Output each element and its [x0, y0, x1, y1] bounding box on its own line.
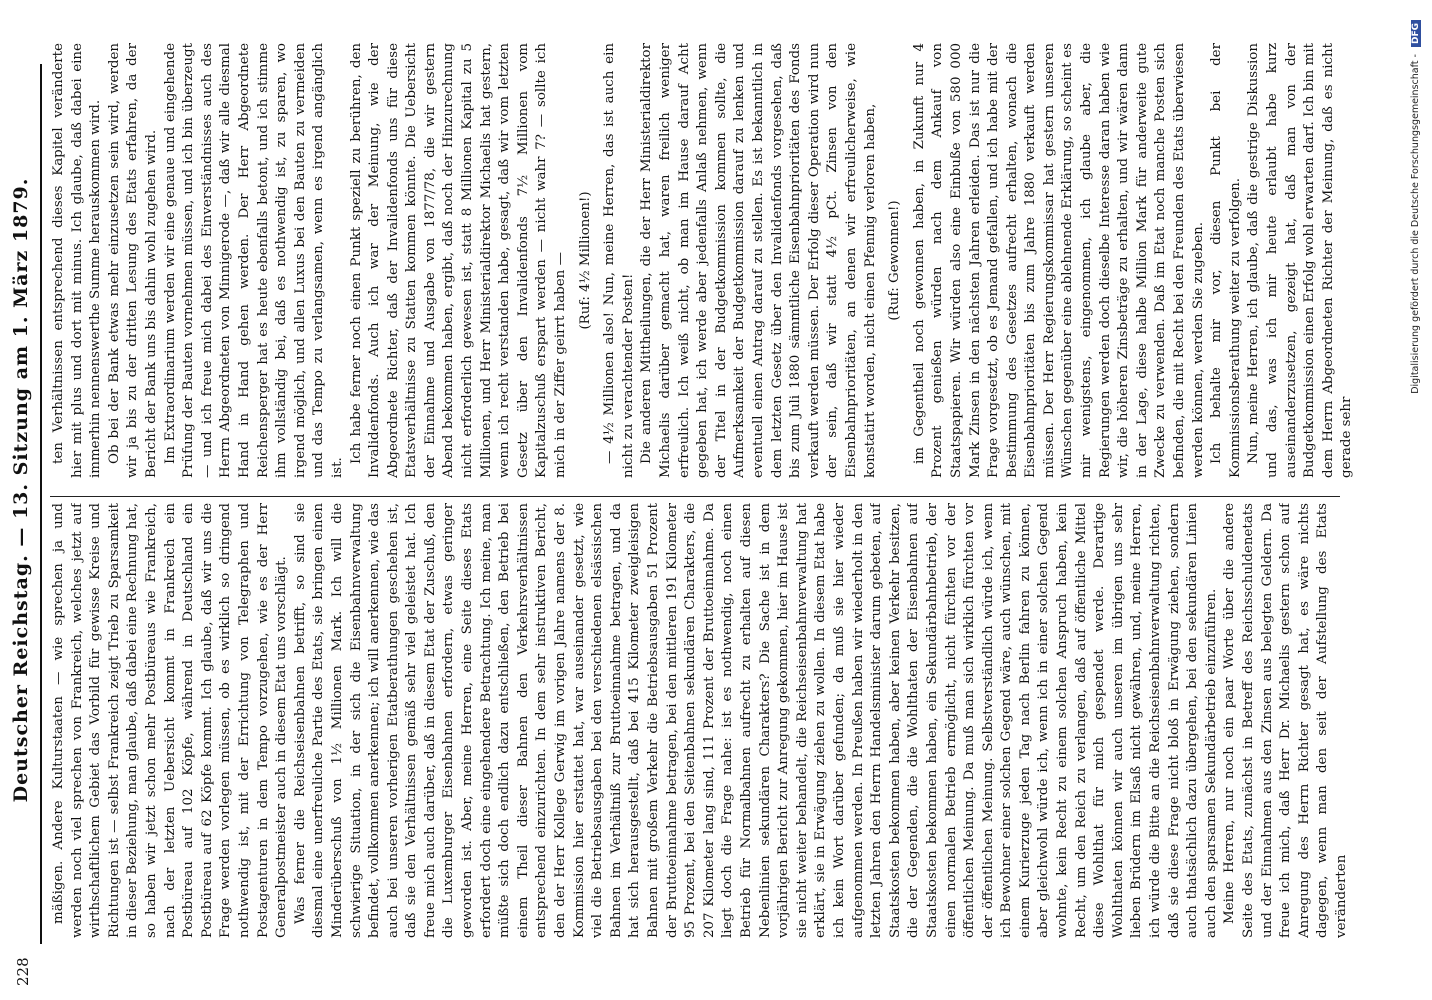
- dfg-logo: DFG: [1411, 20, 1421, 47]
- paragraph: Im Extraordinarium werden wir eine genaue und eingehende Prüfung der Bauten vornehmen müssen, und ich bin überzeugt — und ich freue mich dabei des Einverständnisses auch des Herrn Abgeordneten von Minnigerode —, daß wir alle diesmal Hand in Hand gehen werden. Der Herr Abgeordnete Reichensperger hat es heute ebenfalls betont, und ich stimme ihm vollständig bei, daß es nothwendig ist, zu sparen, wo irgend möglich, und allen Luxus bei den Bauten zu vermeiden und das Tempo zu verlangsamen, wenn es irgend angänglich ist.: [162, 43, 345, 478]
- paragraph: Die anderen Mittheilungen, die der Herr Ministerialdirektor Michaelis darüber gemacht hat, waren freilich weniger erfreulich. Ich weiß nicht, ob man im Hause darauf Acht gegeben hat, ich werde aber jedenfalls Anlaß nehmen, wenn der Titel in der Budgetkommission kommen sollte, die Aufmerksamkeit der Budgetkommission darauf zu lenken und eventuell einen Antrag darauf zu stellen. Es ist bekanntlich in dem letzten Gesetz über den Invalidenfonds vorgesehen, daß bis zum Juli 1880 sämmtliche Eisenbahnprioritäten des Fonds verkauft werden müssen. Der Erfolg dieser Operation wird nun der sein, daß wir statt 4½ pCt. Zinsen von den Eisenbahnprioritäten, an denen wir erfreulicherweise, wie konstatirt worden, nicht einen Pfennig verloren haben,: [639, 43, 878, 478]
- text-column-right: [50, 43, 1390, 478]
- page-number: 228: [14, 957, 32, 986]
- credit-text: Digitalisierung gefördert durch die Deutsche Forschungsgemeinschaft -: [1410, 54, 1421, 394]
- paragraph: Meine Herren, nur noch ein paar Worte über die andere Seite des Etats, zunächst in Betreff des Reichsschuldenetats und der Einnahmen aus den Zinsen aus belegten Geldern. Da freue ich mich, daß Herr Dr. Michaelis gestern schon auf Anregung des Herrn Richter gesagt hat, es wäre nichts dagegen, wenn man den seit der Aufstellung des Etats veränderten: [1222, 503, 1349, 938]
- header-rule: [40, 64, 42, 944]
- column-divider: [50, 496, 1340, 497]
- running-title: Deutscher Reichstag. — 13. Sitzung am 1. März 1879.: [10, 177, 32, 803]
- paragraph: Was ferner die Reichseisenbahnen betrifft, so sind sie diesmal eine unerfreuliche Partie des Etats, sie bringen einen Minderüberschuß von 1½ Millionen Mark. Ich will die schwierige Situation, in der sich die Eisenbahnverwaltung befindet, vollkommen anerkennen; ich will anerkennen, wie das auch bei unseren vorherigen Etatberathungen geschehen ist, daß sie den Verhältnissen gemäß sehr viel geleistet hat. Ich freue mich auch darüber, daß in diesem Etat der Zuschuß, den die Luxemburger Eisenbahnen erfordern, etwas geringer geworden ist. Aber, meine Herren, eine Seite dieses Etats erfordert doch eine eingehendere Betrachtung. Ich meine, man müßte sich doch endlich dazu entschließen, den Betrieb bei einem Theil dieser Bahnen den Verkehrsverhältnissen entsprechend einzurichten. In dem sehr instruktiven Bericht, den der Herr Kollege Gerwig im vorigen Jahre namens der 8. Kommission hier erstattet hat, war auseinander gesetzt, wie viel die Betriebsausgaben bei den verschiedenen elsässischen Bahnen im Verhältniß zur Bruttoeinnahme betragen, und da hat sich herausgestellt, daß bei 415 Kilometer zweigleisigen Bahnen mit großem Verkehr die Betriebsausgaben 51 Prozent der Bruttoeinnahme betragen, bei den mittleren 191 Kilometer 95 Prozent, bei den Seitenbahnen sekundären Charakters, die 207 Kilometer lang sind, 111 Prozent der Bruttoeinnahme. Da liegt doch die Frage nahe: ist es nothwendig, noch einen Betrieb für Normalbahnen aufrecht zu erhalten auf diesen Nebenlinien sekundären Charakters? Die Sache ist in dem vorjährigen Bericht zur Anregung gekommen, hier im Hause ist sie nicht weiter behandelt, die Reichseisenbahnverwaltung hat erklärt, sie in Erwägung ziehen zu wollen. In diesem Etat habe ich kein Wort darüber gefunden; da muß sie hier wieder aufgenommen werden. In Preußen haben wir wiederholt in den letzten Jahren den Herrn Handelsminister darum gebeten, auf Staatskosten bekommen haben, aber keinen Verkehr besitzen, die der Gegenden, die die Wohlthaten der Eisenbahnen auf Staatskosten bekommen haben, ein Sekundärbahnbetrieb, der einen normalen Betrieb ermöglicht, nicht fürchten vor der öffentlichen Meinung. Da muß man sich wirklich fürchten vor der öffentlichen Meinung. Selbstverständlich würde ich, wenn ich Bewohner einer solchen Gegend wäre, auch wünschen, mit einem Kurierzuge jeden Tag nach Berlin fahren zu können, aber gleichwohl würde ich, wenn ich in einer solchen Gegend wohnte, kein Recht zu einem solchen Anspruch haben, kein Recht, um den Reich zu verlangen, daß auf öffentliche Mittel diese Wohlthat für mich gespendet werde. Derartige Wohlthaten können wir auch unseren im übrigen uns sehr lieben Brüdern im Elsaß nicht gewähren, und, meine Herren, ich würde die Bitte an die Reichseisenbahnverwaltung richten, daß sie diese Frage nicht bloß in Erwägung ziehen, sondern auch thatsächlich dazu übergehen, bei den sekundären Linien auch den sparsamen Sekundärbetrieb einzuführen.: [292, 503, 1219, 938]
- interjection: (Ruf: Gewonnen!): [887, 200, 903, 321]
- paragraph: Ich habe ferner noch einen Punkt speziell zu berühren, den Invalidenfonds. Auch ich war der Meinung, wie der Abgeordnete Richter, daß der Invalidenfonds uns für diese Etatsverhältnisse zu Statten kommen könnte. Die Uebersicht der Einnahme und Ausgabe von 1877/78, die wir gestern Abend bekommen haben, ergibt, daß noch der Hinzurechnung nicht erforderlich gewesen ist, statt 8 Millionen Kapital zu 5 Millionen, und Herr Ministerialdirektor Michaelis hat gestern, wenn ich recht verstanden habe, gesagt, daß wir vom letzten Gesetz über den Invalidenfonds 7½ Millionen vom Kapitalzuschuß erspart werden — nicht wahr 7? — sollte ich mich in der Ziffer geirrt haben —: [348, 43, 569, 478]
- paragraph: ten Verhältnissen entsprechend dieses Kapitel veränderte hier mit plus und dort mit minus. Ich glaube, daß dabei eine immerhin nennenswerthe Summe herauskommen wird.: [51, 43, 104, 478]
- text-column-left: [50, 503, 1390, 938]
- paragraph: im Gegentheil noch gewonnen haben, in Zukunft nur 4 Prozent genießen würden nach dem Ankauf von Staatspapieren. Wir würden also eine Einbuße von 580 000 Mark Zinsen in den nächsten Jahren erleiden. Das ist nur die Frage vorgesetzt, ob es Jemand gefallen, und ich habe mit der Bestimmung des Gesetzes aufrecht erhalten, wonach die Eisenbahnprioritäten bis zum Jahre 1880 verkauft werden müssen. Der Herr Regierungskommissar hat gestern unseren Wünschen gegenüber eine ablehnende Erklärung, so scheint es mir wenigstens, eingenommen, ich glaube aber, die Regierungen werden doch dieselbe Interesse daran haben wie wir, die höheren Zinsbeträge zu erhalten, und wir wären dann in der Lage, diese halbe Million Mark für anderweite gute Zwecke zu verwenden. Daß im Etat noch manche Posten sich befinden, die mit Recht bei den Freunden des Etats überwiesen werden können, werden Sie zugeben.: [911, 43, 1206, 478]
- paragraph: Nun, meine Herren, ich glaube, daß die gestrige Diskussion und das, was ich mir heute erlaubt habe kurz auseinanderzusetzen, gezeigt hat, daß man von der Budgetkommission einen Erfolg wohl erwarten darf. Ich bin mit dem Herrn Abgeordneten Richter der Meinung, daß es nicht gerade sehr: [1246, 43, 1355, 478]
- paragraph: mäßigen. Andere Kulturstaaten — wie sprechen ja und werden noch viel sprechen von Frankreich, welches jetzt auf wirthschaftlichem Gebiet das Vorbild für gewisse Kreise und Richtungen ist — selbst Frankreich zeigt Trieb zu Sparsamkeit in dieser Beziehung, man glaube, daß dabei eine Rechnung hat, so haben wir jetzt schon mehr Postbüreaus wie Frankreich, nach der letzten Uebersicht kommt in Frankreich ein Postbüreau auf 102 Köpfe, während in Deutschland ein Postbüreau auf 62 Köpfe kommt. Ich glaube, daß wir uns die Frage werden vorlegen müssen, ob es wirklich so dringend nothwendig ist, mit der Errichtung von Telegraphen und Postagenturen in dem Tempo vorzugehen, wie es der Herr Generalpostmeister auch in diesem Etat uns vorschlägt.: [51, 503, 290, 938]
- interjection: (Ruf: 4½ Millionen!): [577, 191, 593, 330]
- paragraph: Ob bei der Bank etwas mehr einzusetzen sein wird, werden wir ja bis zu der dritten Lesung des Etats erfahren, da der Bericht der Bank uns bis dahin wohl zugehen wird.: [106, 43, 159, 478]
- paragraph: Ich behalte mir vor, diesen Punkt bei der Kommissionsberathung weiter zu verfolgen.: [1209, 43, 1243, 478]
- digitization-credit: [1410, 20, 1421, 980]
- paragraph: — 4½ Millionen also! Nun, meine Herren, das ist auch ein nicht zu verachtender Posten!: [602, 43, 636, 478]
